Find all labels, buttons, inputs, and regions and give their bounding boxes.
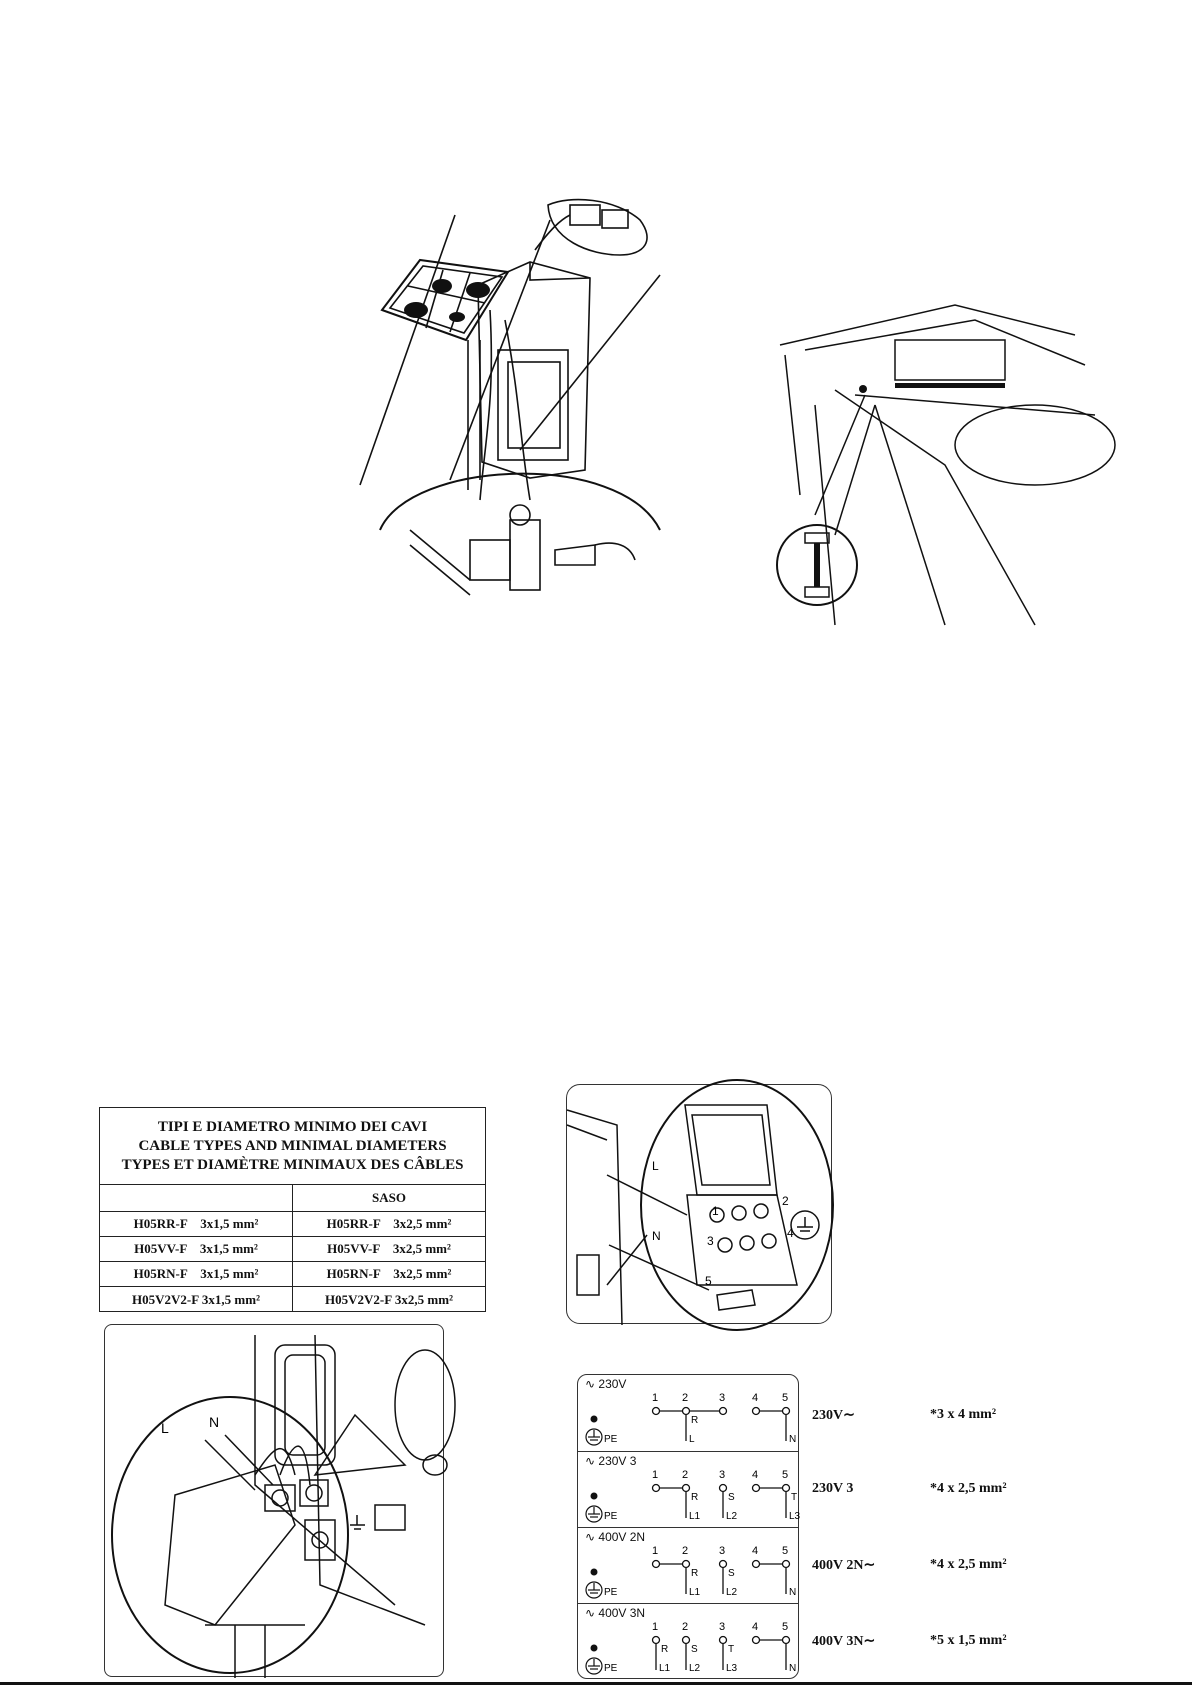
terminal-node bbox=[720, 1637, 727, 1644]
line-label: L2 bbox=[726, 1511, 738, 1522]
terminal-number: 2 bbox=[682, 1392, 689, 1404]
phase-letter: S bbox=[728, 1492, 735, 1503]
terminal-node bbox=[783, 1637, 790, 1644]
side-voltage: 400V 2N∼ bbox=[812, 1558, 876, 1573]
terminal-number: 4 bbox=[752, 1392, 759, 1404]
earth-dot bbox=[591, 1416, 598, 1423]
table-row bbox=[100, 1262, 485, 1287]
scheme-400v-3n bbox=[578, 1603, 798, 1680]
terminal-num: 4 bbox=[787, 1226, 794, 1240]
terminal-label-n-multi: N bbox=[652, 1229, 661, 1243]
terminal-num: 3 bbox=[707, 1234, 714, 1248]
side-voltage: 230V 3 bbox=[812, 1481, 854, 1496]
terminal-node bbox=[720, 1561, 727, 1568]
line-label: L bbox=[689, 1434, 695, 1445]
terminal-num: 2 bbox=[782, 1194, 789, 1208]
terminal-node bbox=[783, 1408, 790, 1415]
grounding-screw-illustration bbox=[775, 295, 1095, 630]
side-cable: *3 x 4 mm² bbox=[930, 1407, 997, 1422]
terminal-number: 4 bbox=[752, 1621, 759, 1633]
terminal-number: 2 bbox=[682, 1469, 689, 1481]
terminal-num: 5 bbox=[705, 1274, 712, 1288]
side-voltage: 400V 3N∼ bbox=[812, 1634, 876, 1649]
terminal-node bbox=[683, 1561, 690, 1568]
table-cell: H05V2V2-F 3x2,5 mm² bbox=[292, 1287, 485, 1312]
terminal-number: 4 bbox=[752, 1545, 759, 1557]
scheme-230v-3 bbox=[578, 1451, 801, 1528]
terminal-node bbox=[753, 1408, 760, 1415]
terminal-node bbox=[783, 1561, 790, 1568]
col-header-standard bbox=[100, 1185, 292, 1211]
line-label: L1 bbox=[689, 1511, 701, 1522]
terminal-node bbox=[683, 1637, 690, 1644]
earth-dot bbox=[591, 1645, 598, 1652]
terminal-label-l: L bbox=[161, 1420, 169, 1436]
line-label: L1 bbox=[689, 1587, 701, 1598]
cable-types-table bbox=[99, 1107, 486, 1312]
scheme-label: ∿ 230V 3 bbox=[585, 1454, 637, 1468]
terminal-number: 3 bbox=[719, 1621, 726, 1633]
terminal-number: 4 bbox=[752, 1469, 759, 1481]
terminal-number: 2 bbox=[682, 1545, 689, 1557]
scheme-230v bbox=[578, 1375, 798, 1451]
scheme-400v-2n bbox=[578, 1527, 798, 1604]
hob-oven-connection-illustration bbox=[370, 200, 700, 630]
terminal-node bbox=[683, 1408, 690, 1415]
table-row bbox=[100, 1237, 485, 1262]
terminal-block-illustration-multi bbox=[566, 1084, 832, 1324]
terminal-node bbox=[753, 1561, 760, 1568]
phase-letter: T bbox=[791, 1492, 798, 1503]
title-line-fr: TYPES ET DIAMÈTRE MINIMAUX DES CÂBLES bbox=[121, 1156, 464, 1173]
terminal-number: 1 bbox=[652, 1545, 659, 1557]
terminal-num: 1 bbox=[712, 1204, 719, 1218]
terminal-number: 1 bbox=[652, 1621, 659, 1633]
terminal-node bbox=[653, 1561, 660, 1568]
pe-label: PE bbox=[604, 1511, 618, 1522]
line-label: L3 bbox=[726, 1663, 738, 1674]
terminal-node bbox=[683, 1485, 690, 1492]
terminal-label-l-multi: L bbox=[652, 1159, 659, 1173]
terminal-node bbox=[753, 1485, 760, 1492]
table-header-row bbox=[100, 1185, 485, 1212]
phase-letter: R bbox=[691, 1568, 699, 1579]
table-title bbox=[100, 1108, 485, 1185]
table-cell: H05RN-F 3x2,5 mm² bbox=[292, 1262, 485, 1286]
title-line-it: TIPI E DIAMETRO MINIMO DEI CAVI bbox=[157, 1118, 428, 1135]
table-cell: H05VV-F 3x1,5 mm² bbox=[134, 1241, 258, 1256]
terminal-label-n: N bbox=[209, 1414, 220, 1430]
terminal-node bbox=[720, 1485, 727, 1492]
line-label: N bbox=[789, 1663, 797, 1674]
side-cable: *4 x 2,5 mm² bbox=[930, 1481, 1007, 1496]
scheme-label: ∿ 400V 3N bbox=[585, 1606, 646, 1620]
terminal-number: 5 bbox=[782, 1469, 789, 1481]
side-cable: *5 x 1,5 mm² bbox=[930, 1633, 1007, 1648]
terminal-node bbox=[653, 1485, 660, 1492]
terminal-number: 2 bbox=[682, 1621, 689, 1633]
phase-letter: R bbox=[661, 1644, 669, 1655]
table-row bbox=[100, 1212, 485, 1237]
pe-label: PE bbox=[604, 1434, 618, 1445]
earth-dot bbox=[591, 1569, 598, 1576]
line-label: L2 bbox=[689, 1663, 701, 1674]
terminal-number: 5 bbox=[782, 1392, 789, 1404]
terminal-node bbox=[720, 1408, 727, 1415]
terminal-number: 3 bbox=[719, 1545, 726, 1557]
terminal-number: 3 bbox=[719, 1392, 726, 1404]
scheme-label: ∿ 400V 2N bbox=[585, 1530, 646, 1544]
table-cell: H05RR-F 3x2,5 mm² bbox=[292, 1212, 485, 1236]
terminal-number: 1 bbox=[652, 1392, 659, 1404]
phase-letter: R bbox=[691, 1415, 699, 1426]
terminal-number: 1 bbox=[652, 1469, 659, 1481]
phase-letter: T bbox=[728, 1644, 735, 1655]
table-cell: H05VV-F 3x2,5 mm² bbox=[292, 1237, 485, 1261]
pe-label: PE bbox=[604, 1663, 618, 1674]
line-label: N bbox=[789, 1587, 797, 1598]
terminal-block-illustration-single bbox=[104, 1324, 444, 1677]
wiring-schemes bbox=[577, 1374, 799, 1679]
line-label: L2 bbox=[726, 1587, 738, 1598]
terminal-number: 3 bbox=[719, 1469, 726, 1481]
line-label: L3 bbox=[789, 1511, 801, 1522]
earth-dot bbox=[591, 1493, 598, 1500]
phase-letter: R bbox=[691, 1492, 699, 1503]
table-cell: H05RR-F 3x1,5 mm² bbox=[133, 1216, 259, 1231]
phase-letter: S bbox=[691, 1644, 698, 1655]
phase-letter: S bbox=[728, 1568, 735, 1579]
table-cell: H05V2V2-F 3x1,5 mm² bbox=[132, 1291, 260, 1307]
title-line-en: CABLE TYPES AND MINIMAL DIAMETERS bbox=[138, 1137, 447, 1154]
terminal-number: 5 bbox=[782, 1545, 789, 1557]
terminal-node bbox=[653, 1408, 660, 1415]
table-row bbox=[100, 1287, 485, 1312]
terminal-node bbox=[753, 1637, 760, 1644]
col-header-saso: SASO bbox=[292, 1185, 485, 1211]
terminal-node bbox=[653, 1637, 660, 1644]
side-voltage: 230V∼ bbox=[812, 1408, 855, 1423]
line-label: L1 bbox=[659, 1663, 671, 1674]
side-cable: *4 x 2,5 mm² bbox=[930, 1557, 1007, 1572]
scheme-label: ∿ 230V bbox=[585, 1377, 627, 1391]
terminal-node bbox=[783, 1485, 790, 1492]
pe-label: PE bbox=[604, 1587, 618, 1598]
line-label: N bbox=[789, 1434, 797, 1445]
table-cell: H05RN-F 3x1,5 mm² bbox=[133, 1266, 259, 1281]
terminal-number: 5 bbox=[782, 1621, 789, 1633]
